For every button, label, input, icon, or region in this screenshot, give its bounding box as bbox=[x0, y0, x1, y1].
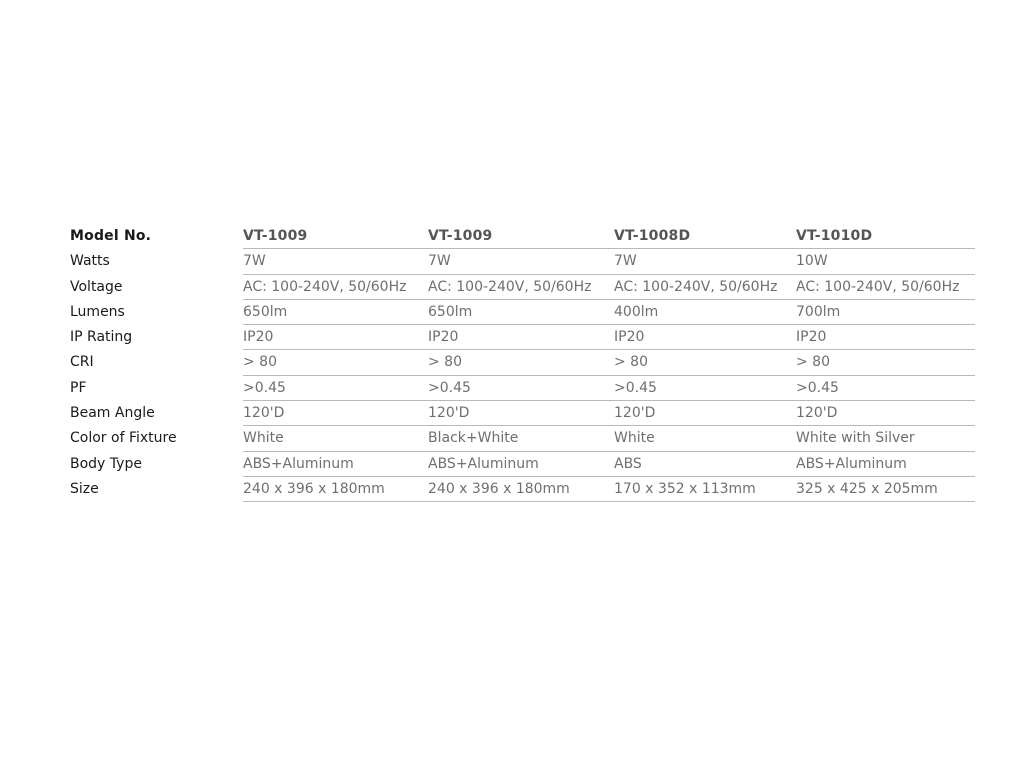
row-label: PF bbox=[70, 379, 87, 396]
table-row bbox=[70, 275, 975, 300]
table-cell: 10W bbox=[796, 249, 975, 274]
table-cell: 400lm bbox=[614, 300, 796, 325]
table-cell: AC: 100-240V, 50/60Hz bbox=[614, 275, 796, 300]
table-cell: IP20 bbox=[614, 325, 796, 350]
table-cell: ABS+Aluminum bbox=[243, 452, 428, 477]
table-cell: 120'D bbox=[796, 401, 975, 426]
table-cell: ABS+Aluminum bbox=[796, 452, 975, 477]
model-header: VT-1009 bbox=[428, 224, 614, 249]
table-cell: > 80 bbox=[428, 350, 614, 375]
table-row bbox=[70, 376, 975, 401]
table-cell: 7W bbox=[614, 249, 796, 274]
table-row bbox=[70, 452, 975, 477]
model-header: VT-1008D bbox=[614, 224, 796, 249]
row-label: CRI bbox=[70, 354, 94, 371]
table-cell: White bbox=[243, 426, 428, 451]
table-row bbox=[70, 300, 975, 325]
spec-table bbox=[70, 224, 975, 502]
table-cell: >0.45 bbox=[614, 376, 796, 401]
table-row bbox=[70, 426, 975, 451]
row-label: Color of Fixture bbox=[70, 430, 177, 447]
row-label: Voltage bbox=[70, 278, 123, 295]
table-cell: 240 x 396 x 180mm bbox=[243, 477, 428, 502]
table-cell: 120'D bbox=[428, 401, 614, 426]
table-cell: White with Silver bbox=[796, 426, 975, 451]
table-row bbox=[70, 401, 975, 426]
table-cell: 650lm bbox=[428, 300, 614, 325]
table-cell: >0.45 bbox=[796, 376, 975, 401]
table-row bbox=[70, 350, 975, 375]
table-cell: IP20 bbox=[243, 325, 428, 350]
row-label: Body Type bbox=[70, 455, 142, 472]
table-cell: > 80 bbox=[796, 350, 975, 375]
table-cell: 120'D bbox=[614, 401, 796, 426]
table-cell: ABS bbox=[614, 452, 796, 477]
table-cell: 7W bbox=[243, 249, 428, 274]
row-label: Size bbox=[70, 480, 99, 497]
table-cell: >0.45 bbox=[243, 376, 428, 401]
row-label: Lumens bbox=[70, 303, 125, 320]
model-header: VT-1009 bbox=[243, 224, 428, 249]
table-cell: 170 x 352 x 113mm bbox=[614, 477, 796, 502]
table-row bbox=[70, 477, 975, 502]
row-label: IP Rating bbox=[70, 329, 133, 346]
table-cell: > 80 bbox=[614, 350, 796, 375]
header-label: Model No. bbox=[70, 228, 152, 244]
table-cell: >0.45 bbox=[428, 376, 614, 401]
row-label: Beam Angle bbox=[70, 405, 155, 422]
table-cell: AC: 100-240V, 50/60Hz bbox=[796, 275, 975, 300]
table-cell: IP20 bbox=[428, 325, 614, 350]
table-header-row bbox=[70, 224, 975, 249]
table-cell: 650lm bbox=[243, 300, 428, 325]
table-cell: 7W bbox=[428, 249, 614, 274]
table-cell: White bbox=[614, 426, 796, 451]
table-cell: 120'D bbox=[243, 401, 428, 426]
table-row bbox=[70, 325, 975, 350]
table-cell: 700lm bbox=[796, 300, 975, 325]
table-cell: AC: 100-240V, 50/60Hz bbox=[243, 275, 428, 300]
table-cell: Black+White bbox=[428, 426, 614, 451]
table-cell: IP20 bbox=[796, 325, 975, 350]
table-row bbox=[70, 249, 975, 274]
table-cell: AC: 100-240V, 50/60Hz bbox=[428, 275, 614, 300]
table-cell: > 80 bbox=[243, 350, 428, 375]
table-cell: ABS+Aluminum bbox=[428, 452, 614, 477]
model-header: VT-1010D bbox=[796, 224, 975, 249]
table-cell: 240 x 396 x 180mm bbox=[428, 477, 614, 502]
row-label: Watts bbox=[70, 253, 110, 270]
table-cell: 325 x 425 x 205mm bbox=[796, 477, 975, 502]
